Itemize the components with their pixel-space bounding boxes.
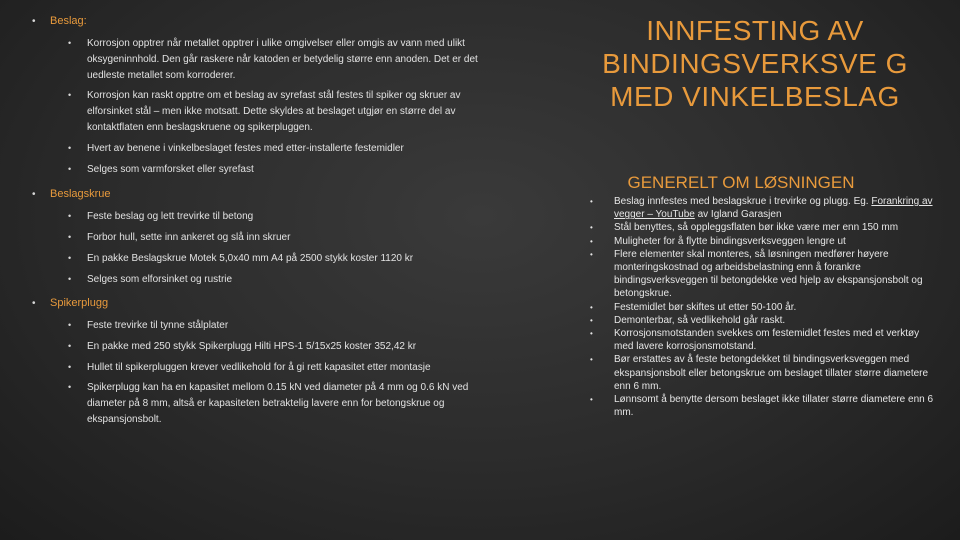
list-item xyxy=(590,393,940,419)
list-item: En pakke med 250 stykk Spikerplugg Hilti HPS-1 5/15x25 koster 352,42 kr xyxy=(87,341,417,352)
list-item xyxy=(590,248,940,301)
bullet-icon: • xyxy=(68,320,72,330)
bullet-icon: • xyxy=(68,143,72,153)
bullet-icon: • xyxy=(68,253,72,263)
list-item xyxy=(590,221,940,234)
bullet-icon: • xyxy=(590,249,593,259)
slide-title: INNFESTING AV BINDINGSVERKSVE G MED VINKELBESLAG xyxy=(602,15,908,112)
bullet-icon: • xyxy=(590,355,593,365)
youtube-link[interactable]: Forankring av vegger – YouTube xyxy=(614,196,933,221)
list-item: Feste beslag og lett trevirke til betong xyxy=(87,211,254,222)
bullet-icon: • xyxy=(32,298,36,309)
bullet-icon: • xyxy=(68,382,72,392)
bullet-icon: • xyxy=(68,232,72,242)
bullet-icon: • xyxy=(68,274,72,284)
list-item: Feste trevirke til tynne stålplater xyxy=(87,320,229,331)
bullet-icon: • xyxy=(590,197,593,206)
list-item: En pakke Beslagskrue Motek 5,0x40 mm A4 på 2500 stykk koster 1120 kr xyxy=(87,253,414,264)
list-item: Spikerplugg kan ha en kapasitet mellom 0.15 kN ved diameter på 4 mm og 0.6 kN ved diameter på 8 mm, altså er kapasiteten betraktelig lavere enn for betongskrue og ekspansjonsbolt. xyxy=(87,382,469,425)
section-label-spikerplugg: Spikerplugg xyxy=(50,297,109,309)
list-item: Hvert av benene i vinkelbeslaget festes med etter-installerte festemidler xyxy=(87,143,404,154)
bullet-icon: • xyxy=(68,362,72,372)
list-item xyxy=(590,301,940,314)
bullet-icon: • xyxy=(590,223,593,233)
bullet-icon: • xyxy=(68,211,72,221)
list-item: Korrosjon kan raskt opptre om et beslag av syrefast stål festes til spiker og skruer av elforsinket stål – men ikke motsatt. Dette skyldes at beslaget utgjør en større del av kontaktflaten enn beslagskruene og spikerpluggen. xyxy=(87,90,461,133)
section-label-beslagskrue: Beslagskrue xyxy=(50,188,111,200)
bullet-icon: • xyxy=(32,189,36,200)
list-item: Selges som varmforsket eller syrefast xyxy=(87,164,254,175)
section-subtitle: GENERELT OM LØSNINGEN xyxy=(627,173,855,192)
list-item: Selges som elforsinket og rustrie xyxy=(87,274,233,285)
bullet-icon: • xyxy=(68,38,72,48)
list-item: Hullet til spikerpluggen krever vedlikehold for å gi rett kapasitet etter montasje xyxy=(87,362,431,373)
right-bullet-list xyxy=(590,195,940,419)
list-item-text: Bør erstattes av å feste betongdekket til bindingsverksveggen med ekspansjonsbolt eller betongskrue om beslaget tillater større diametere enn 6 mm. xyxy=(614,354,929,392)
list-item-text: Stål benyttes, så oppleggsflaten bør ikke være mer enn 150 mm xyxy=(614,222,899,234)
section-label-beslag: Beslag: xyxy=(50,15,87,27)
list-item xyxy=(590,327,940,353)
bullet-icon: • xyxy=(590,395,593,405)
list-item-text: Lønnsomt å benytte dersom beslaget ikke tillater større diametere enn 6 mm. xyxy=(614,394,934,419)
bullet-icon: • xyxy=(590,315,593,325)
bullet-icon: • xyxy=(590,329,593,339)
bullet-icon: • xyxy=(590,236,593,246)
bullet-icon: • xyxy=(68,341,72,351)
list-item xyxy=(590,353,940,393)
list-item-text: Festemidlet bør skiftes ut etter 50-100 år. xyxy=(614,301,797,313)
bullet-icon: • xyxy=(68,164,72,174)
bullet-icon: • xyxy=(32,16,36,27)
list-item-text: Muligheter for å flytte bindingsverksveggen lengre ut xyxy=(614,235,846,247)
list-item-text: Beslag innfestes med beslagskrue i trevirke og plugg. Eg. xyxy=(614,196,872,207)
list-item: Forbor hull, sette inn ankeret og slå inn skruer xyxy=(87,232,291,243)
bullet-icon: • xyxy=(68,90,72,100)
list-item xyxy=(590,235,940,248)
list-item-text: av Igland Garasjen xyxy=(694,209,782,221)
bullet-icon: • xyxy=(590,302,593,312)
list-item-text: Flere elementer skal monteres, så løsningen medfører høyere monteringskostnad og arbeidsbelastning enn å forankre bindingsverksveggen til betongdekke ved hjelp av ekspansjonsbolt og betongskrue. xyxy=(614,248,923,300)
list-item: Korrosjon opptrer når metallet opptrer i ulike omgivelser eller omgis av vann med ulikt oksygeninnhold. Den går raskere når katoden er betydelig større enn anoden. Det er det uedleste metallet som korroderer. xyxy=(87,38,478,81)
list-item xyxy=(590,314,940,327)
list-item-text: Korrosjonsmotstanden svekkes om festemidlet festes med et verktøy med lavere korrosjonsmotstand. xyxy=(614,328,920,353)
list-item xyxy=(590,195,940,221)
list-item-text: Demonterbar, så vedlikehold går raskt. xyxy=(614,314,786,326)
